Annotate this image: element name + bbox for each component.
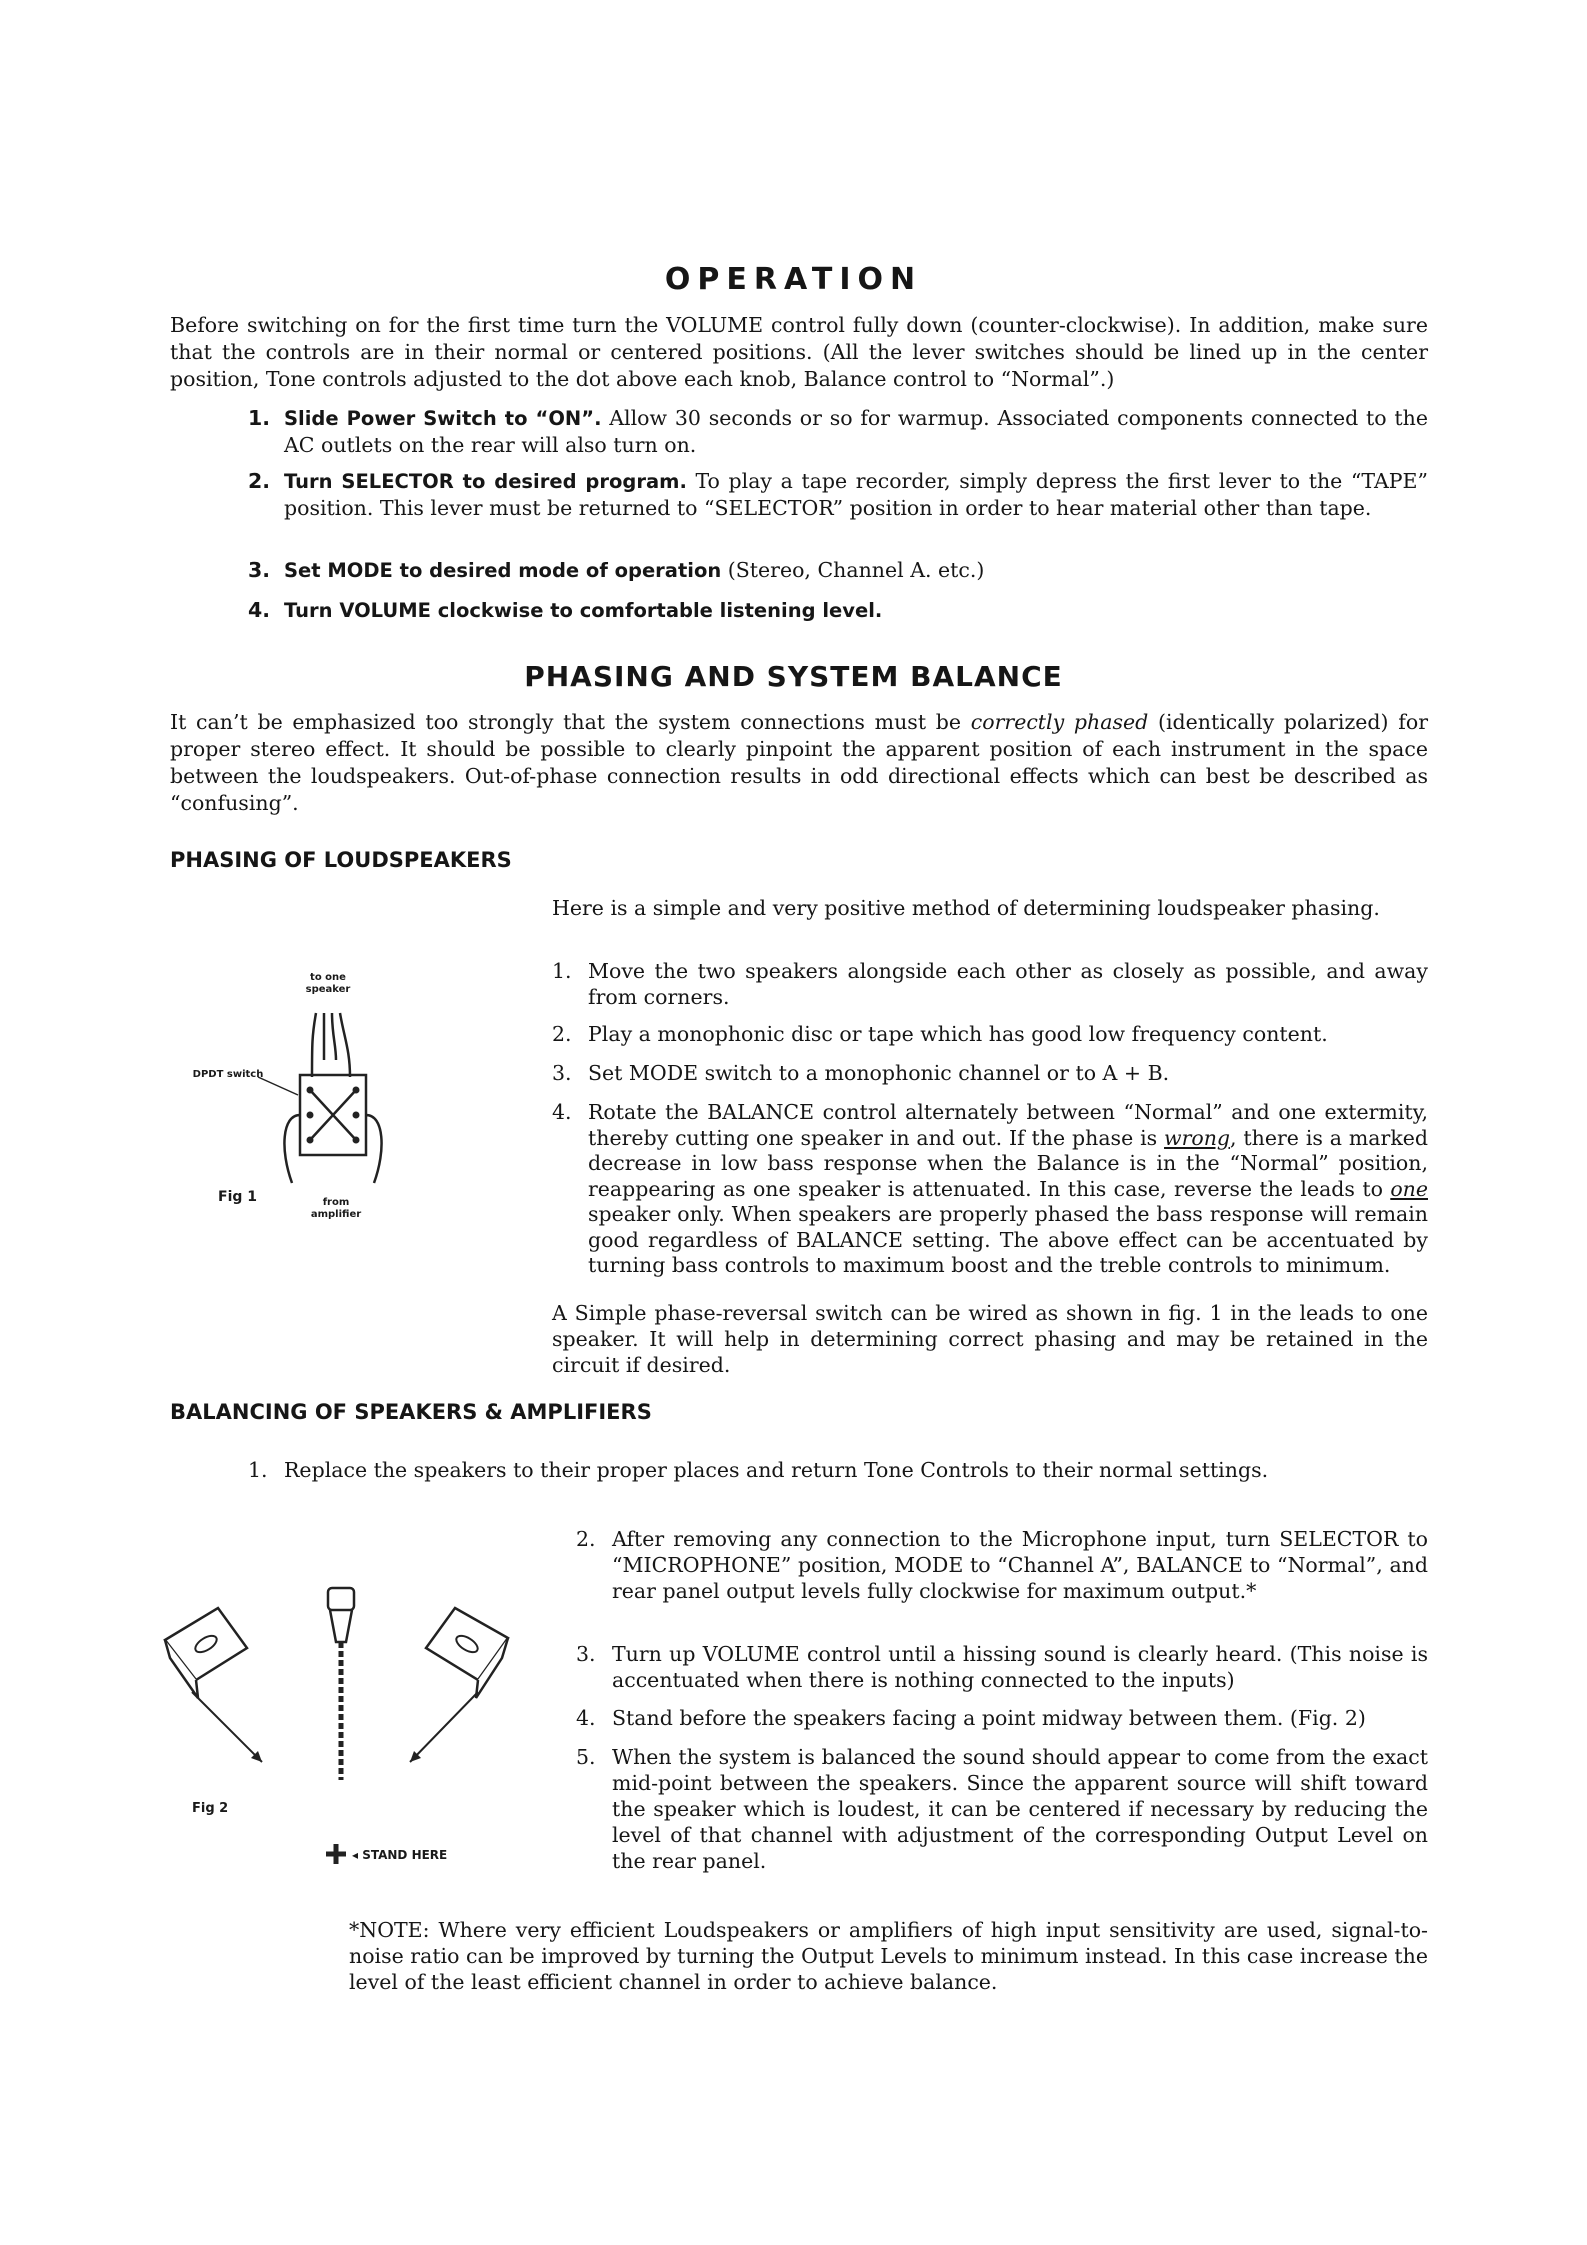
step-text: Set MODE switch to a monophonic channel or to A + B.	[588, 1061, 1170, 1085]
step-number: 5.	[576, 1745, 596, 1769]
step-text: Replace the speakers to their proper places and return Tone Controls to their normal settings.	[284, 1458, 1269, 1482]
left-speaker-icon	[165, 1608, 247, 1698]
step-number: 1.	[248, 406, 271, 430]
step-number: 3.	[248, 558, 271, 582]
fig1-top-leads	[312, 1013, 350, 1077]
operation-intro: Before switching on for the first time turn the VOLUME control fully down (counter-clockwise). In addition, make sure that the controls are in their normal or centered positions. (All the lever switches should be lined up in the center position, Tone controls adjusted to the dot above each knob, Balance control to “Normal”.)	[170, 313, 1428, 391]
balancing-step-2	[576, 1526, 1428, 1604]
operation-step-2	[248, 468, 1428, 521]
fig1-label-dpdt: DPDT switch	[192, 1069, 264, 1080]
operation-step-1	[248, 405, 1428, 458]
step-text-b: , there is a marked decrease in low bass response when the Balance is in the “Normal” position, reappearing as one speaker is attenuated. In this case, reverse the leads to	[588, 1125, 1428, 1201]
step-number: 3.	[552, 1061, 572, 1085]
balancing-step-1	[248, 1457, 1428, 1483]
phasing-intro	[170, 709, 1428, 817]
footnote: *NOTE: Where very efficient Loudspeakers or amplifiers of high input sensitivity are used, signal-to-noise ratio can be improved by turning the Output Levels to minimum instead. In this case increase the level of the least efficient channel in order to achieve balance.	[349, 1918, 1428, 1994]
step-text-c: speaker only. When speakers are properly phased the bass response will remain good regardless of BALANCE setting. The above effect can be accentuated by turning bass controls to maximum boost and the treble controls to minimum.	[588, 1202, 1428, 1277]
step-text: Turn up VOLUME control until a hissing sound is clearly heard. (This noise is accentuated when there is nothing connected to the inputs)	[612, 1642, 1428, 1692]
fig2-label: Fig 2	[192, 1801, 229, 1816]
balancing-step-5	[576, 1744, 1428, 1874]
fig1-label-from: from	[322, 1197, 350, 1208]
step-text-one: one	[1390, 1176, 1428, 1201]
balancing-heading: BALANCING OF SPEAKERS & AMPLIFIERS	[170, 1400, 652, 1424]
phasing-title: PHASING AND SYSTEM BALANCE	[524, 660, 1063, 693]
step-number: 2.	[248, 469, 271, 493]
fig2-stand-here: ◂ STAND HERE	[352, 1848, 448, 1862]
phasing-intro-a: It can’t be emphasized too strongly that the system connections must be	[170, 710, 971, 734]
step-number: 2.	[552, 1022, 572, 1046]
step-number: 4.	[552, 1100, 572, 1124]
step-text: Move the two speakers alongside each other as closely as possible, and away from corners.	[588, 959, 1428, 1009]
step-lead: Turn VOLUME clockwise to comfortable listening level.	[284, 599, 883, 622]
fig1-label-speaker: speaker	[305, 984, 351, 995]
loudspeakers-intro: Here is a simple and very positive method of determining loudspeaker phasing.	[552, 896, 1380, 920]
right-speaker-icon	[426, 1608, 508, 1698]
loudspeakers-step-1	[552, 958, 1428, 1010]
step-text: Stand before the speakers facing a point midway between them. (Fig. 2)	[612, 1706, 1366, 1730]
step-lead: Set MODE to desired mode of operation	[284, 559, 722, 582]
microphone-icon	[328, 1588, 354, 1780]
phasing-intro-b: (identically polarized) for proper stereo effect. It should be possible to clearly pinpoint the apparent position of each instrument in the space between the loudspeakers. Out-of-phase connection results in odd directional effects which can best be described as “confusing”.	[170, 710, 1428, 815]
operation-title: OPERATION	[664, 262, 923, 297]
right-arrow-icon	[410, 1692, 478, 1762]
balancing-step-3	[576, 1641, 1428, 1693]
step-number: 1.	[248, 1458, 268, 1482]
step-text: Play a monophonic disc or tape which has good low frequency content.	[588, 1022, 1328, 1046]
step-lead: Turn SELECTOR to desired program.	[284, 470, 687, 493]
step-text: (Stereo, Channel A. etc.)	[721, 558, 985, 582]
step-text: Allow 30 seconds or so for warmup. Associated components connected to the AC outlets on the rear will also turn on.	[284, 406, 1428, 457]
step-text-wrong: wrong	[1164, 1125, 1231, 1150]
stand-here-cross-icon	[326, 1844, 346, 1864]
fig1-label-amplifier: amplifier	[310, 1209, 362, 1220]
phase-switch-note: A Simple phase-reversal switch can be wired as shown in fig. 1 in the leads to one speaker. It will help in determining correct phasing and may be retained in the circuit if desired.	[552, 1301, 1428, 1377]
loudspeakers-heading: PHASING OF LOUDSPEAKERS	[170, 848, 512, 872]
balancing-step-4	[576, 1705, 1428, 1731]
fig1-label-to-one: to one	[310, 972, 346, 983]
step-number: 4.	[576, 1706, 596, 1730]
fig1-cross-wiring	[310, 1090, 356, 1140]
loudspeakers-step-4	[552, 1100, 1428, 1279]
operation-step-4	[248, 597, 1428, 624]
step-text-a: Rotate the BALANCE control alternately between “Normal” and one extermity, thereby cutting one speaker in and out. If the phase is	[588, 1100, 1428, 1150]
loudspeakers-step-3	[552, 1060, 1428, 1086]
fig2-speaker-placement-diagram	[140, 1580, 540, 1880]
step-text: To play a tape recorder, simply depress the first lever to the “TAPE” position. This lever must be returned to “SELECTOR” position in order to hear material other than tape.	[284, 469, 1428, 520]
step-number: 1.	[552, 959, 572, 983]
phasing-intro-emphasis: correctly phased	[970, 710, 1149, 734]
step-text: When the system is balanced the sound should appear to come from the exact mid-point between the speakers. Since the apparent source will shift toward the speaker which is loudest, it can be centered if necessary by reducing the level of that channel with adjustment of the corresponding Output Level on the rear panel.	[612, 1745, 1428, 1873]
operation-step-3	[248, 557, 1428, 584]
left-arrow-icon	[192, 1692, 262, 1762]
loudspeakers-step-2	[552, 1021, 1428, 1047]
step-number: 4.	[248, 598, 271, 622]
fig1-label: Fig 1	[218, 1189, 257, 1205]
step-number: 2.	[576, 1527, 596, 1551]
fig1-dpdt-switch-diagram	[192, 965, 430, 1255]
step-lead: Slide Power Switch to “ON”.	[284, 407, 602, 430]
step-number: 3.	[576, 1642, 596, 1666]
step-text: After removing any connection to the Microphone input, turn SELECTOR to “MICROPHONE” position, MODE to “Channel A”, BALANCE to “Normal”, and rear panel output levels fully clockwise for maximum output.*	[612, 1527, 1428, 1603]
